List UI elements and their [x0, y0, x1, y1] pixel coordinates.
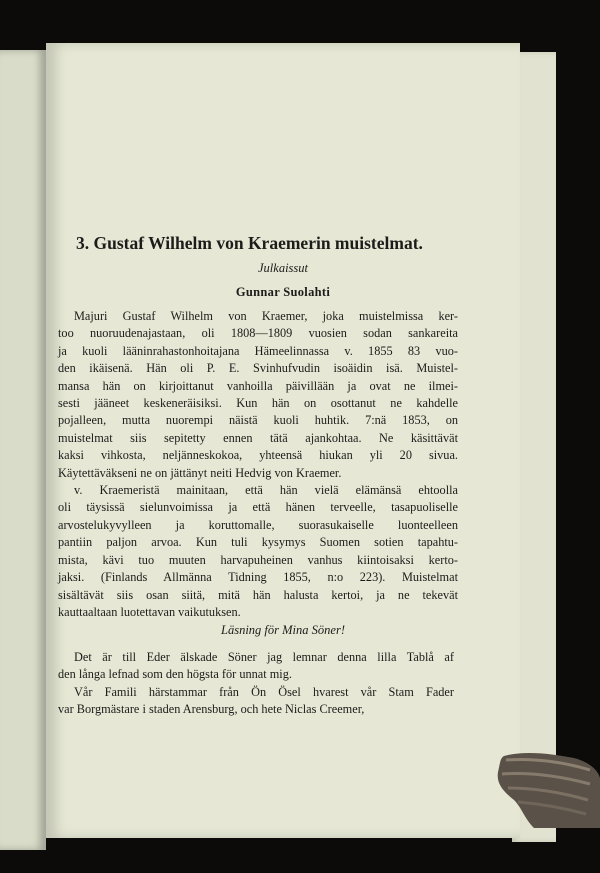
- text-line: ja kuoli lääninrahastonhoitajana Hämeelinnassa v. 1855 83 vuo-: [58, 343, 458, 358]
- text-line: mista, kävi tuo muuten harvapuheinen vanhus kiintoisaksi kerto-: [58, 552, 458, 567]
- text-line: Majuri Gustaf Wilhelm von Kraemer, joka muistelmissa ker-: [74, 309, 458, 323]
- body-text: [58, 308, 458, 621]
- text-line: oli täysissä sielunvoimissa ja että hänen terveelle, tasapuoliselle: [58, 500, 458, 515]
- letter-heading: Läsning för Mina Söner!: [221, 623, 345, 637]
- text-line: mansa hän on kirjoittanut vanhoilla päivillään ja ovat ne ilmei-: [58, 378, 458, 393]
- text-line: pantiin paljon arvoa. Kun tuli kysymys Suomen sotien tapahtu-: [58, 535, 458, 550]
- text-line: arvostelukyvylleen ja koruttomalle, suorasukaiselle luonteelleen: [58, 517, 458, 532]
- letter-text: [58, 649, 454, 719]
- letter-line: Det är till Eder älskade Söner jag lemnar denna lilla Tablå af: [74, 650, 454, 664]
- text-line: jaksi. (Finlands Allmänna Tidning 1855, n:o 223). Muistelmat: [58, 570, 458, 585]
- text-line: sesti jääneet keskeneräisiksi. Kun hän on osottanut ne kahdelle: [58, 396, 458, 411]
- text-line: kaksi vihkosta, neljänneskokoa, yhteensä hiukan yli 20 sivua.: [58, 448, 458, 463]
- letter-line: var Borgmästare i staden Arensburg, och hete Niclas Creemer,: [58, 702, 365, 717]
- text-line: pojalleen, mutta nuorempi näistä kuoli huhtik. 7:nä 1853, on: [58, 413, 458, 428]
- text-line: v. Kraemeristä mainitaan, että hän vielä elämänsä ehtoolla: [74, 483, 458, 498]
- publisher-label: Julkaissut: [258, 261, 308, 275]
- paragraph-1: [58, 308, 458, 482]
- text-line: too nuoruudenajastaan, oli 1808—1809 vuosien sodan sankareita: [58, 326, 458, 341]
- hand-holding-page: [494, 748, 600, 828]
- text-line: kauttaaltaan luotettavan vaikutuksen.: [58, 604, 241, 619]
- text-line: den ikäisenä. Hän oli P. E. Svinhufvudin isoäidin isä. Muistel-: [58, 361, 458, 376]
- document-page: [46, 43, 520, 838]
- text-line: Käytettäväkseni ne on jättänyt neiti Hedvig von Kraemer.: [58, 465, 342, 480]
- author-name: Gunnar Suolahti: [235, 285, 331, 299]
- chapter-title: 3. Gustaf Wilhelm von Kraemerin muistelmat.: [76, 233, 423, 253]
- letter-line: den långa lefnad som den högsta för unnat mig.: [58, 667, 292, 682]
- paragraph-2: [58, 482, 458, 621]
- letter-line: Vår Famili härstammar från Ön Ösel hvarest vår Stam Fader: [74, 684, 454, 699]
- text-line: sisältävät siis osan siitä, mitä hän halusta kertoi, ja ne tekevät: [58, 587, 458, 602]
- text-line: muistelmat siis sepitetty ennen tätä ajankohtaa. Ne käsittävät: [58, 430, 458, 445]
- left-page-edge: [0, 50, 46, 850]
